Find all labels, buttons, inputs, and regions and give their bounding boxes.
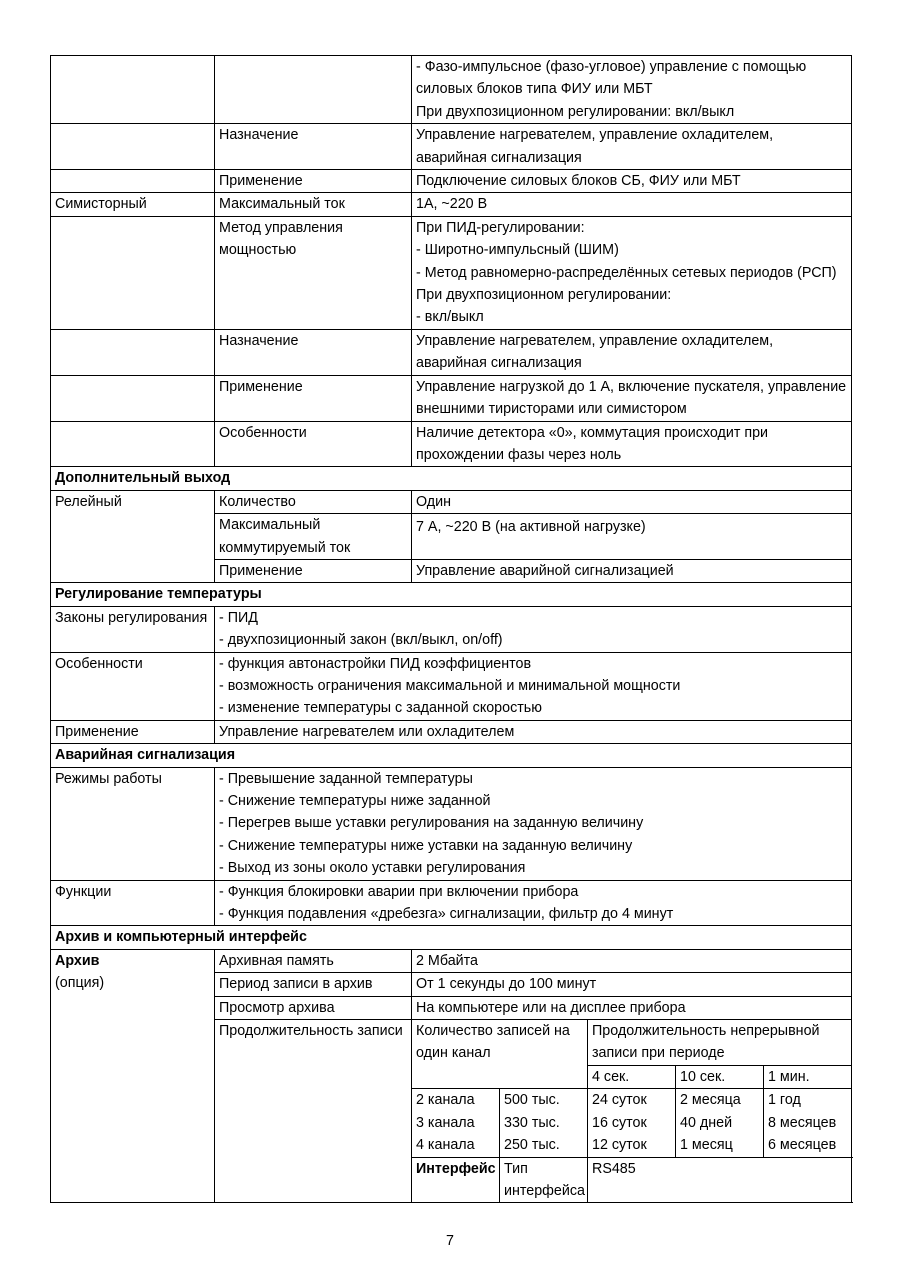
table-row: Релейный Количество Один: [51, 490, 852, 513]
table-row: Симисторный Максимальный ток 1А, ~220 В: [51, 193, 852, 216]
table-row: Особенности Наличие детектора «0», коммутация происходит при прохождении фазы через ноль: [51, 421, 852, 467]
table-row: Применение Управление нагревателем или охладителем: [51, 720, 852, 743]
table-row: Режимы работы - Превышение заданной температуры - Снижение температуры ниже заданной - Перегрев выше уставки регулирования на заданную величину - Снижение температуры ниже уставки на заданную величину - Выход из зоны около уставки регулирования: [51, 767, 852, 880]
section-header: Архив и компьютерный интерфейс: [51, 926, 852, 949]
table-row: Назначение Управление нагревателем, управление охладителем, аварийная сигнализация: [51, 329, 852, 375]
table-row: Период записи в архив От 1 секунды до 100 минут: [51, 973, 852, 996]
table-row: 2 канала 3 канала 4 канала 500 тыс. 330 тыс. 250 тыс. 24 суток 16 суток 12 суток 2 месяца 40 дней 1 месяц 1 год 8 месяцев 6 месяцев: [51, 1089, 852, 1157]
section-header: Дополнительный выход: [51, 467, 852, 490]
page-number: 7: [446, 1233, 454, 1249]
table-row: Архив (опция) Архивная память 2 Мбайта: [51, 949, 852, 972]
table-row: Максимальный коммутируемый ток 7 А, ~220 В (на активной нагрузке): [51, 514, 852, 560]
table-row: Применение Управление нагрузкой до 1 А, включение пускателя, управление внешними тиристорами или симистором: [51, 375, 852, 421]
section-header: Аварийная сигнализация: [51, 744, 852, 767]
table-row: Применение Подключение силовых блоков СБ, ФИУ или МБТ: [51, 170, 852, 193]
table-row: Применение Управление аварийной сигнализацией: [51, 559, 852, 582]
table-row: Законы регулирования - ПИД - двухпозиционный закон (вкл/выкл, on/off): [51, 606, 852, 652]
table-row: 4 сек. 10 сек. 1 мин.: [51, 1065, 852, 1088]
archive-label-cell: Архив (опция): [51, 949, 215, 1202]
specifications-table: [50, 55, 852, 1203]
table-row: Функции - Функция блокировки аварии при включении прибора - Функция подавления «дребезга» сигнализации, фильтр до 4 минут: [51, 880, 852, 926]
table-row: Назначение Управление нагревателем, управление охладителем, аварийная сигнализация: [51, 124, 852, 170]
table-row: Продолжительность записи Количество записей на один канал Продолжительность непрерывной записи при периоде: [51, 1020, 852, 1066]
table-row: Особенности - функция автонастройки ПИД коэффициентов - возможность ограничения максимальной и минимальной мощности - изменение температуры с заданной скоростью: [51, 652, 852, 720]
table-row: Просмотр архива На компьютере или на дисплее прибора: [51, 996, 852, 1019]
section-header: Регулирование температуры: [51, 583, 852, 606]
table-row: Интерфейс Тип интерфейса RS485: [51, 1157, 852, 1203]
table-row: Метод управления мощностью При ПИД-регулировании: - Широтно-импульсный (ШИМ) - Метод равномерно-распределённых сетевых периодов (РСП) При двухпозиционном регулировании: - вкл/выкл: [51, 216, 852, 329]
table-row: - Фазо-импульсное (фазо-угловое) управление с помощью силовых блоков типа ФИУ или МБТ При двухпозиционном регулировании: вкл/выкл: [51, 56, 852, 124]
